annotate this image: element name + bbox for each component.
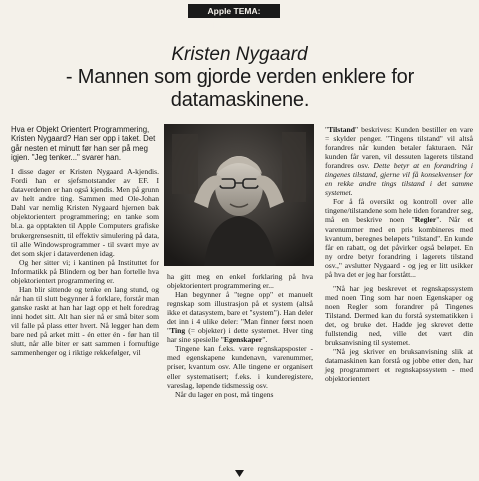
body-paragraph: For å få oversikt og kontroll over alle tingene/tilstandene som hele tiden forandrer seg, må en beskrive noen "Regler". Når et varenummer med en pris kombineres med kvantum, beregnes beløpets "tilstand". En kunde får en rabatt, og det påvirker også beløpet. En ny ordre betyr forandring i lagerets tilstand osv.," avslutter Nygaard - og jeg er litt usikker på hva det er jeg har forstått...: [325, 197, 473, 279]
body-paragraph: I disse dager er Kristen Nygaard A-kjendis. Fordi han er sjefsmotstander av EF. I dataverdenen er han også kjendis. Men på grunn av helt andre ting. Sammen med Ole-Johan Dahl var nemlig Kristen Nygaard hjernen bak objektorientert programmering; en tanke som bl.a. ga opptakten til Apple Computers grafiske brukergrensesnitt, til effektiv simulering på data, til alle Windowsprogrammer - til svært mye av det som skjer i dataverdenen idag.: [11, 167, 159, 258]
text-column-1: [11, 125, 159, 357]
body-paragraph: "Tilstand" beskrives: Kunden bestiller en vare = skylder penger. "Tingens tilstand" vil altså forandres når kunden betaler fakturaen. Når kunden får varen, vil dessuten lagerets tilstand forandres osv. Dette betyr at en forandring i tingenes tilstand, gjerne vil få konsekvenser for en rekke andre tings tilstand i det samme systemet.: [325, 125, 473, 198]
body-paragraph: Når du lager en post, må tingens: [175, 389, 274, 399]
body-paragraph: "Nå har jeg beskrevet et regnskapssystem med noen Ting som har noen Egenskaper og noen Regler som forandrer på Tingenes Tilstand. Dermed kan du forstå systematikken i det, og bruke det. Hadde jeg skrevet dette fullstendig ned, ville det vært din bruksanvisning til systemet.: [325, 283, 473, 348]
article-headline: - Mannen som gjorde verden enklere for datamaskinene.: [65, 66, 415, 111]
section-label: Apple TEMA: Innovasjon: [188, 4, 280, 18]
portrait-photo: [164, 124, 314, 266]
triangle-icon: [235, 470, 244, 477]
body-paragraph: Tingene kan f.eks. være regnskapsposter - med egenskapene kundenavn, varenummer, priser, kvantum osv. Alle tingene er organisert eller systematisert; f.eks. i kunderegistere, vareslag, løpende tidsmessig osv.: [167, 344, 313, 390]
body-paragraph: Han begynner å "tegne opp" et manuelt regnskap som illustrasjon på et system (altså ikke et datasystem, bare et "system"). Han deler det inn i 4 ulike deler: "Man finner først noen "Ting (= objekter) i dette systemet. Hver ting har sine spesielle "Egenskaper".: [167, 290, 313, 345]
body-paragraph: ha gitt meg en enkel forklaring på hva objektorientert programmering er...: [167, 272, 313, 291]
section-header-bar: [0, 4, 479, 30]
text-column-2: [167, 272, 313, 399]
intro-paragraph: Hva er Objekt Orientert Programmering, Kristen Nygaard? Han ser opp i taket. Det går nesten et minutt før han ser på meg igjen. "Jeg tenker..." svarer han.: [11, 125, 156, 162]
body-paragraph: Og her sitter vi; i kantinen på Instituttet for Informatikk på Blindern og ber han fortelle hva objektorientert programmering er.: [11, 257, 159, 285]
article-kicker: Kristen Nygaard: [171, 44, 308, 65]
text-column-3: [325, 125, 473, 383]
body-paragraph: "Nå jeg skriver en bruksanvisning slik at datamaskinen kan forstå og jobbe etter den, har jeg programmert et regnskapssystem - med objektorientert: [325, 347, 473, 384]
body-paragraph: Han blir sittende og tenke en lang stund, og når han til slutt begynner å forklare, forstår man ganske raskt at han har lagt opp et helt foredrag inni hodet sitt. Alt han sier nå er små biter som vil falle på plass etter hvert. Nå legger han dem bare ned på arket mitt - én etter én - før han til slutt, når alle biter er satt sammen i fornuftige sammenhenger og i riktige rekkefølger, vil: [11, 284, 159, 358]
